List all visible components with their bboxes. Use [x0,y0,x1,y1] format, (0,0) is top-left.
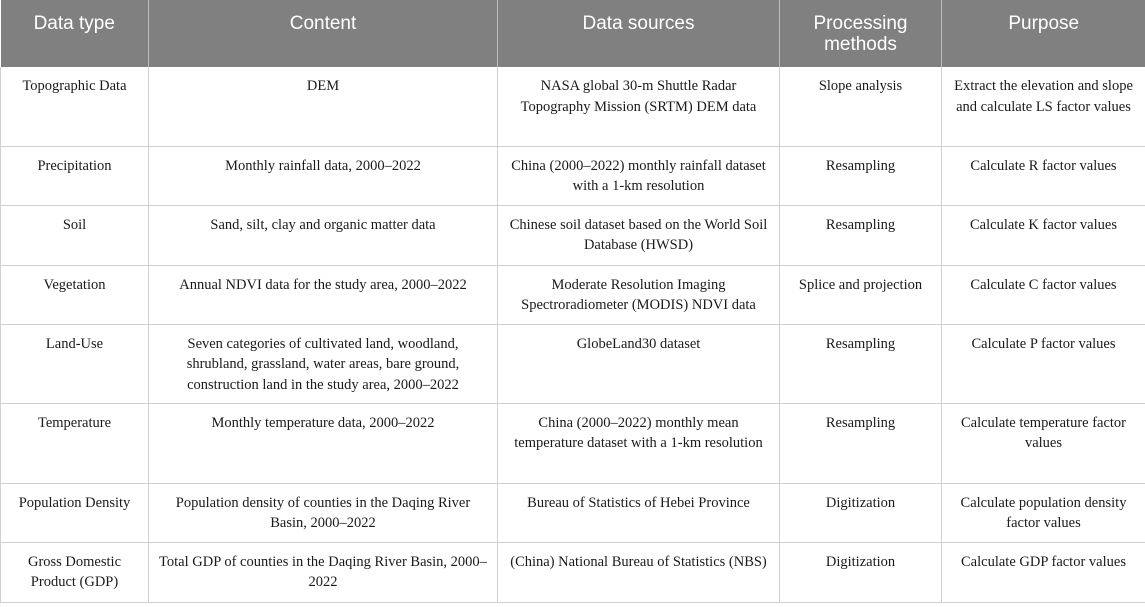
header-content: Content [149,0,498,67]
table-row [1,324,1145,403]
table-header [1,0,1145,67]
cell-data-sources: China (2000–2022) monthly mean temperature dataset with a 1-km resolution [498,403,780,483]
cell-data-type: Soil [1,205,149,265]
table-row [1,542,1145,602]
header-processing-methods: Processing methods [780,0,942,67]
cell-processing-method: Digitization [780,542,942,602]
cell-data-type: Vegetation [1,265,149,324]
cell-processing-method: Slope analysis [780,67,942,146]
cell-data-type: Precipitation [1,146,149,205]
table-row [1,146,1145,205]
cell-processing-method: Splice and projection [780,265,942,324]
cell-processing-method: Resampling [780,146,942,205]
table-row [1,205,1145,265]
cell-processing-method: Resampling [780,403,942,483]
cell-content: Monthly rainfall data, 2000–2022 [149,146,498,205]
table-row [1,265,1145,324]
cell-content: Total GDP of counties in the Daqing River Basin, 2000–2022 [149,542,498,602]
cell-data-type: Temperature [1,403,149,483]
table-row [1,403,1145,483]
cell-data-sources: GlobeLand30 dataset [498,324,780,403]
cell-data-sources: Bureau of Statistics of Hebei Province [498,483,780,542]
cell-data-sources: NASA global 30-m Shuttle Radar Topography Mission (SRTM) DEM data [498,67,780,146]
cell-data-type: Topographic Data [1,67,149,146]
table-row [1,67,1145,146]
cell-content: Population density of counties in the Daqing River Basin, 2000–2022 [149,483,498,542]
cell-data-type: Land-Use [1,324,149,403]
cell-data-sources: Moderate Resolution Imaging Spectroradiometer (MODIS) NDVI data [498,265,780,324]
cell-content: Annual NDVI data for the study area, 2000–2022 [149,265,498,324]
table-row [1,483,1145,542]
cell-content: Monthly temperature data, 2000–2022 [149,403,498,483]
cell-purpose: Extract the elevation and slope and calculate LS factor values [942,67,1145,146]
cell-purpose: Calculate GDP factor values [942,542,1145,602]
header-data-sources: Data sources [498,0,780,67]
cell-content: Seven categories of cultivated land, woodland, shrubland, grassland, water areas, bare ground, construction land in the study area, 2000–2022 [149,324,498,403]
cell-data-type: Gross Domestic Product (GDP) [1,542,149,602]
cell-processing-method: Digitization [780,483,942,542]
cell-purpose: Calculate R factor values [942,146,1145,205]
header-data-type: Data type [1,0,149,67]
cell-purpose: Calculate population density factor values [942,483,1145,542]
cell-content: DEM [149,67,498,146]
cell-content: Sand, silt, clay and organic matter data [149,205,498,265]
cell-data-sources: Chinese soil dataset based on the World Soil Database (HWSD) [498,205,780,265]
cell-purpose: Calculate temperature factor values [942,403,1145,483]
table-body [1,67,1145,602]
cell-data-sources: (China) National Bureau of Statistics (NBS) [498,542,780,602]
cell-processing-method: Resampling [780,324,942,403]
cell-processing-method: Resampling [780,205,942,265]
header-purpose: Purpose [942,0,1145,67]
cell-data-type: Population Density [1,483,149,542]
header-row [1,0,1145,67]
cell-data-sources: China (2000–2022) monthly rainfall dataset with a 1-km resolution [498,146,780,205]
cell-purpose: Calculate C factor values [942,265,1145,324]
cell-purpose: Calculate K factor values [942,205,1145,265]
cell-purpose: Calculate P factor values [942,324,1145,403]
